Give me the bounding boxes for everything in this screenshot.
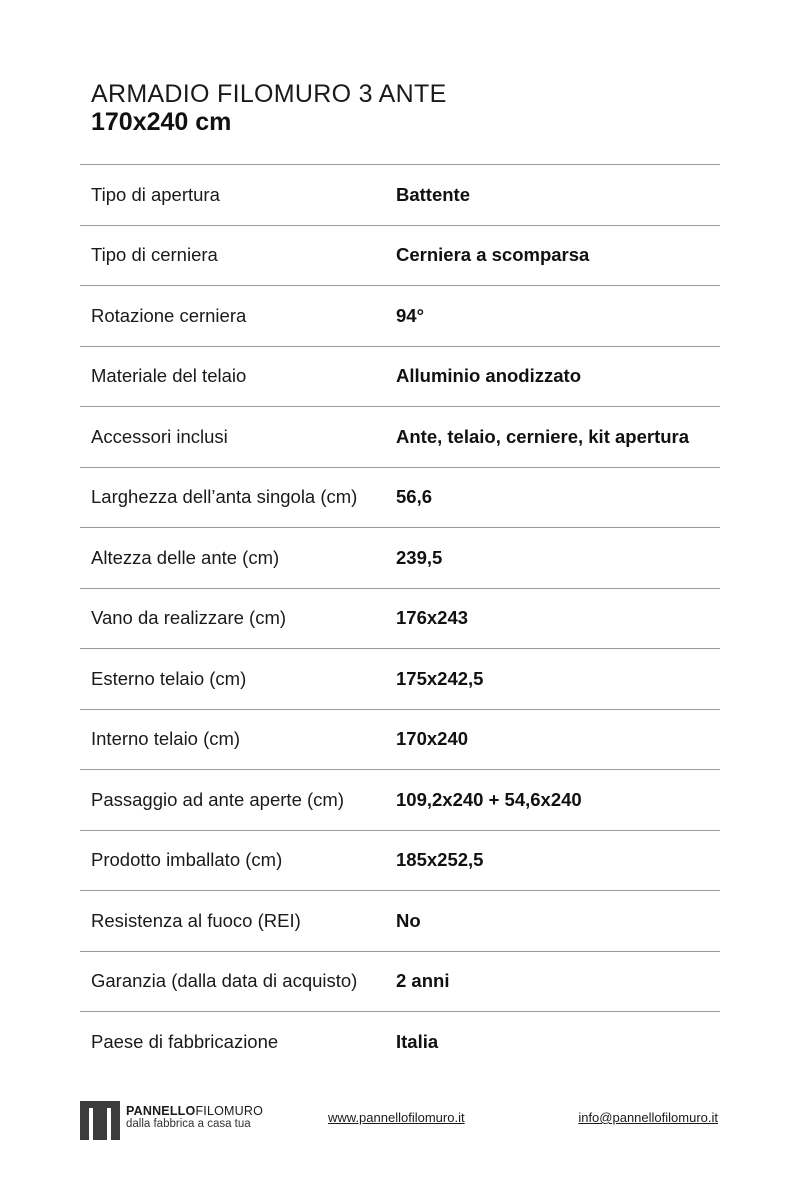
spec-label: Tipo di cerniera xyxy=(91,244,218,266)
spec-row xyxy=(80,226,720,287)
brand-name-bold: PANNELLO xyxy=(126,1104,196,1118)
spec-row xyxy=(80,589,720,650)
spec-label: Altezza delle ante (cm) xyxy=(91,546,280,568)
spec-label: Tipo di apertura xyxy=(91,183,220,205)
spec-value: Battente xyxy=(396,183,471,205)
spec-row xyxy=(80,891,720,952)
spec-label: Larghezza dell’anta singola (cm) xyxy=(91,486,358,508)
footer xyxy=(80,1098,720,1142)
spec-value: 185x252,5 xyxy=(396,849,484,871)
spec-row xyxy=(80,649,720,710)
spec-value: 94° xyxy=(396,304,424,326)
spec-value: No xyxy=(396,909,421,931)
spec-row xyxy=(80,1012,720,1072)
spec-value: Alluminio anodizzato xyxy=(396,365,581,387)
spec-row xyxy=(80,831,720,892)
spec-value: Cerniera a scomparsa xyxy=(396,244,590,266)
spec-value: 109,2x240 + 54,6x240 xyxy=(396,788,582,810)
door-frame-logo-icon xyxy=(80,1100,120,1140)
email-link[interactable]: info@pannellofilomuro.it xyxy=(578,1110,718,1125)
spec-row xyxy=(80,710,720,771)
spec-label: Materiale del telaio xyxy=(91,365,247,387)
spec-label: Paese di fabbricazione xyxy=(91,1030,279,1052)
brand-tagline: dalla fabbrica a casa tua xyxy=(126,1118,251,1131)
spec-label: Interno telaio (cm) xyxy=(91,728,241,750)
spec-row xyxy=(80,468,720,529)
spec-label: Garanzia (dalla data di acquisto) xyxy=(91,970,358,992)
spec-value: 2 anni xyxy=(396,970,450,992)
spec-label: Prodotto imballato (cm) xyxy=(91,849,283,871)
spec-table xyxy=(80,164,720,1072)
spec-value: 170x240 xyxy=(396,728,469,750)
website-link[interactable]: www.pannellofilomuro.it xyxy=(328,1110,465,1125)
brand-name xyxy=(126,1104,263,1118)
brand-logo xyxy=(126,1104,263,1132)
brand-name-regular: FILOMURO xyxy=(195,1104,264,1118)
spec-label: Resistenza al fuoco (REI) xyxy=(91,909,301,931)
spec-label: Accessori inclusi xyxy=(91,425,228,447)
spec-label: Rotazione cerniera xyxy=(91,304,247,326)
page-title: ARMADIO FILOMURO 3 ANTE xyxy=(91,80,447,108)
spec-value: Ante, telaio, cerniere, kit apertura xyxy=(396,425,690,447)
spec-label: Esterno telaio (cm) xyxy=(91,667,247,689)
spec-row xyxy=(80,952,720,1013)
spec-label: Vano da realizzare (cm) xyxy=(91,607,287,629)
spec-row xyxy=(80,347,720,408)
spec-value: 175x242,5 xyxy=(396,667,484,689)
spec-label: Passaggio ad ante aperte (cm) xyxy=(91,788,344,810)
spec-value: Italia xyxy=(396,1030,439,1052)
spec-row xyxy=(80,286,720,347)
page-subtitle-size: 170x240 cm xyxy=(91,108,232,136)
spec-row xyxy=(80,407,720,468)
spec-row xyxy=(80,770,720,831)
spec-value: 176x243 xyxy=(396,607,469,629)
spec-row xyxy=(80,528,720,589)
spec-value: 239,5 xyxy=(396,546,443,568)
spec-value: 56,6 xyxy=(396,486,433,508)
spec-row xyxy=(80,165,720,226)
